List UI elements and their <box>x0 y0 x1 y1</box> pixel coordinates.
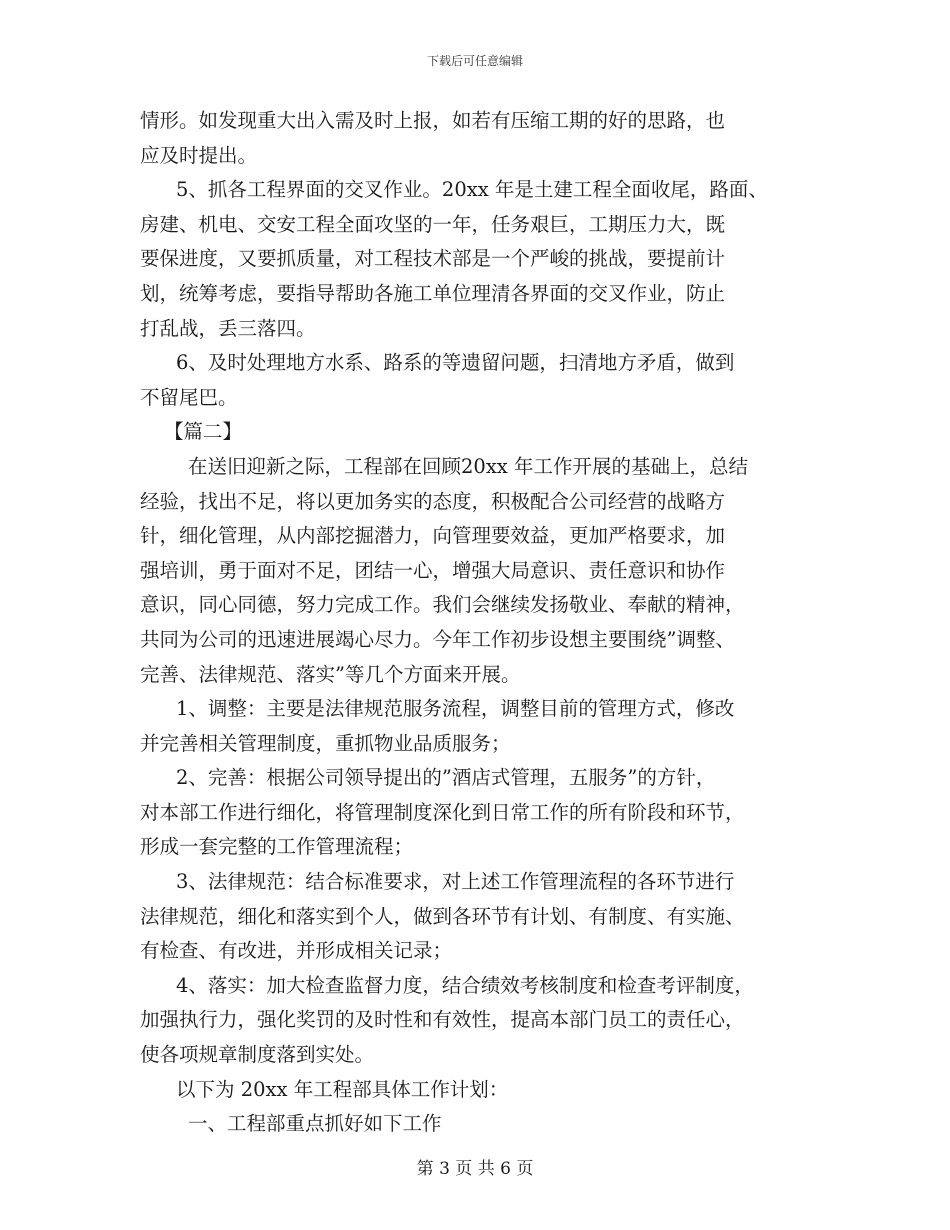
text-line: 针，细化管理，从内部挖掘潜力，向管理要效益，更加严格要求，加 <box>140 524 726 548</box>
text-line: 法律规范，细化和落实到个人，做到各环节有计划、有制度、有实施、 <box>140 904 745 928</box>
text-line: 房建、机电、交安工程全面攻坚的一年，任务艰巨，工期压力大，既 <box>140 212 726 236</box>
text-line: 打乱战，丢三落四。 <box>140 316 316 340</box>
text-line: 以下为 20xx 年工程部具体工作计划： <box>176 1077 509 1101</box>
text-line: 4、落实：加大检查监督力度，结合绩效考核制度和检查考评制度， <box>176 973 754 997</box>
text-line: 完善、法律规范、落实”等几个方面来开展。 <box>140 662 521 686</box>
text-line: 并完善相关管理制度，重抓物业品质服务； <box>140 731 511 755</box>
text-line: 2、完善：根据公司领导提出的”酒店式管理，五服务”的方针， <box>176 766 716 790</box>
text-line: 使各项规章制度落到实处。 <box>140 1043 375 1067</box>
text-line: 一、工程部重点抓好如下工作 <box>188 1112 442 1136</box>
text-line: 5、抓各工程界面的交叉作业。20xx 年是土建工程全面收尾，路面、 <box>176 178 768 202</box>
text-line: 【篇二】 <box>164 420 243 444</box>
text-line: 情形。如发现重大出入需及时上报，如若有压缩工期的好的思路，也 <box>140 109 726 132</box>
text-line: 强培训，勇于面对不足，团结一心，增强大局意识、责任意识和协作 <box>140 558 726 582</box>
text-line: 划，统筹考虑，要指导帮助各施工单位理清各界面的交叉作业，防止 <box>140 281 726 305</box>
text-line: 共同为公司的迅速进展竭心尽力。今年工作初步设想主要围绕”调整、 <box>140 627 735 651</box>
text-line: 3、法律规范：结合标准要求，对上述工作管理流程的各环节进行 <box>176 870 735 894</box>
text-line: 对本部工作进行细化，将管理制度深化到日常工作的所有阶段和环节， <box>140 800 745 824</box>
text-line: 加强执行力，强化奖罚的及时性和有效性，提高本部门员工的责任心， <box>140 1008 745 1032</box>
text-line: 应及时提出。 <box>140 143 258 167</box>
text-line: 形成一套完整的工作管理流程； <box>140 835 414 859</box>
text-line: 要保进度，又要抓质量，对工程技术部是一个严峻的挑战，要提前计 <box>140 247 726 271</box>
page-header: 下载后可任意编辑 <box>426 54 523 68</box>
text-line: 不留尾巴。 <box>140 385 238 409</box>
page-footer: 第 3 页 共 6 页 <box>416 1159 534 1179</box>
text-line: 经验，找出不足，将以更加务实的态度，积极配合公司经营的战略方 <box>140 489 726 513</box>
text-line: 有检查、有改进，并形成相关记录； <box>140 939 453 963</box>
text-line: 意识，同心同德，努力完成工作。我们会继续发扬敬业、奉献的精神， <box>140 593 745 617</box>
text-line: 1、调整：主要是法律规范服务流程，调整目前的管理方式，修改 <box>176 697 735 721</box>
text-line: 6、及时处理地方水系、路系的等遗留问题，扫清地方矛盾，做到 <box>176 351 735 375</box>
document-body <box>140 104 820 1142</box>
text-line: 在送旧迎新之际，工程部在回顾20xx 年工作开展的基础上，总结 <box>188 454 749 478</box>
